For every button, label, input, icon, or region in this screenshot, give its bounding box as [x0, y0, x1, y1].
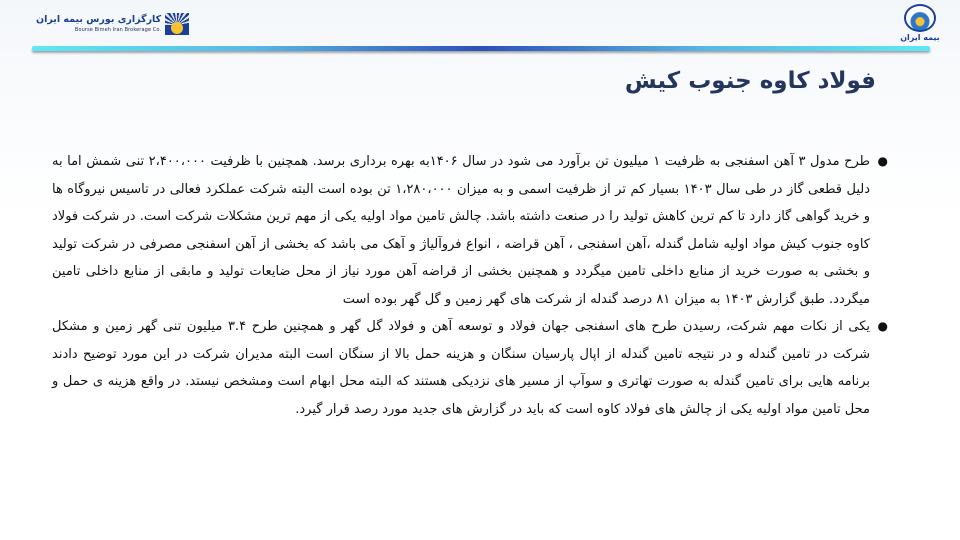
bullet-dot-icon: ● [877, 154, 888, 168]
brokerage-name-fa: کارگزاری بورس بیمه ایران [36, 14, 162, 25]
slide-title: فولاد کاوه جنوب کیش [624, 68, 876, 94]
brokerage-logo [36, 13, 189, 35]
insurer-logo [900, 4, 940, 42]
bullet-text: یکی از نکات مهم شرکت، رسیدن طرح های اسفنجی جهان فولاد و توسعه آهن و فولاد گل گهر و همچنین طرح ۳.۴ میلیون تنی گهر زمین و مشکل شرکت در تامین گندله و در نتیجه تامین گندله از اپال پارسیان سنگان و هزینه حمل بالا از سنگان است البته مدیران شرکت در این مورد توضیح دادند برنامه هایی برای تامین گندله به صورت تهاتری و سوآپ از مسیر های نزدیکی هستند که البته محل ابهام است ومشخص نیستد. در واقع هزینه ی حمل و محل تامین مواد اولیه یکی از چالش های فولاد کاوه است که باید در گزارش های جدید مورد رصد قرار گیرد. [52, 319, 870, 417]
bullet-dot-icon: ● [877, 319, 888, 333]
bullet-text: طرح مدول ۳ آهن اسفنجی به ظرفیت ۱ میلیون تن برآورد می شود در سال ۱۴۰۶به بهره برداری برسد. همچنین با ظرفیت ۲،۴۰۰،۰۰۰ تنی شمش اما به دلیل قطعی گاز در طی سال ۱۴۰۳ بسیار کم تر از ظرفیت اسمی و به میزان ۱،۲۸۰،۰۰۰ تن بوده است البته شرکت عملکرد فعالی در تاسیس نیروگاه ها و خرید گواهی گاز دارد تا کم ترین کاهش تولید را در صنعت داشته باشد. چالش تامین مواد اولیه یکی از مهم ترین مشکلات شرکت است. در شرکت فولاد کاوه جنوب کیش مواد اولیه شامل گندله ،آهن اسفنجی ، آهن قراضه ، انواع فروآلیاژ و آهک می باشد که بخشی از آهن اسفنجی مصرفی در شرکت تولید و بخشی به صورت خرید از منابع داخلی تامین میگردد و همچنین بخشی از قراضه آهن مورد نیاز از محل ضایعات تولید و مابقی از منابع داخلی تامین میگردد. طبق گزارش ۱۴۰۳ به میزان ۸۱ درصد گندله از شرکت های گهر زمین و گل گهر بوده است [52, 154, 871, 307]
slide-body [52, 148, 890, 423]
bullet-item [52, 148, 890, 313]
sunrise-logo-icon [165, 13, 189, 35]
bullet-list [52, 148, 890, 423]
slide-header [0, 0, 960, 56]
bimeh-iran-emblem-icon [904, 4, 936, 32]
brokerage-name-en: Bourse Bimeh Iran Brokerage Co. [74, 27, 162, 33]
header-divider [32, 46, 930, 51]
bullet-item [52, 313, 890, 423]
insurer-logo-text: بیمه ایران [900, 33, 940, 42]
